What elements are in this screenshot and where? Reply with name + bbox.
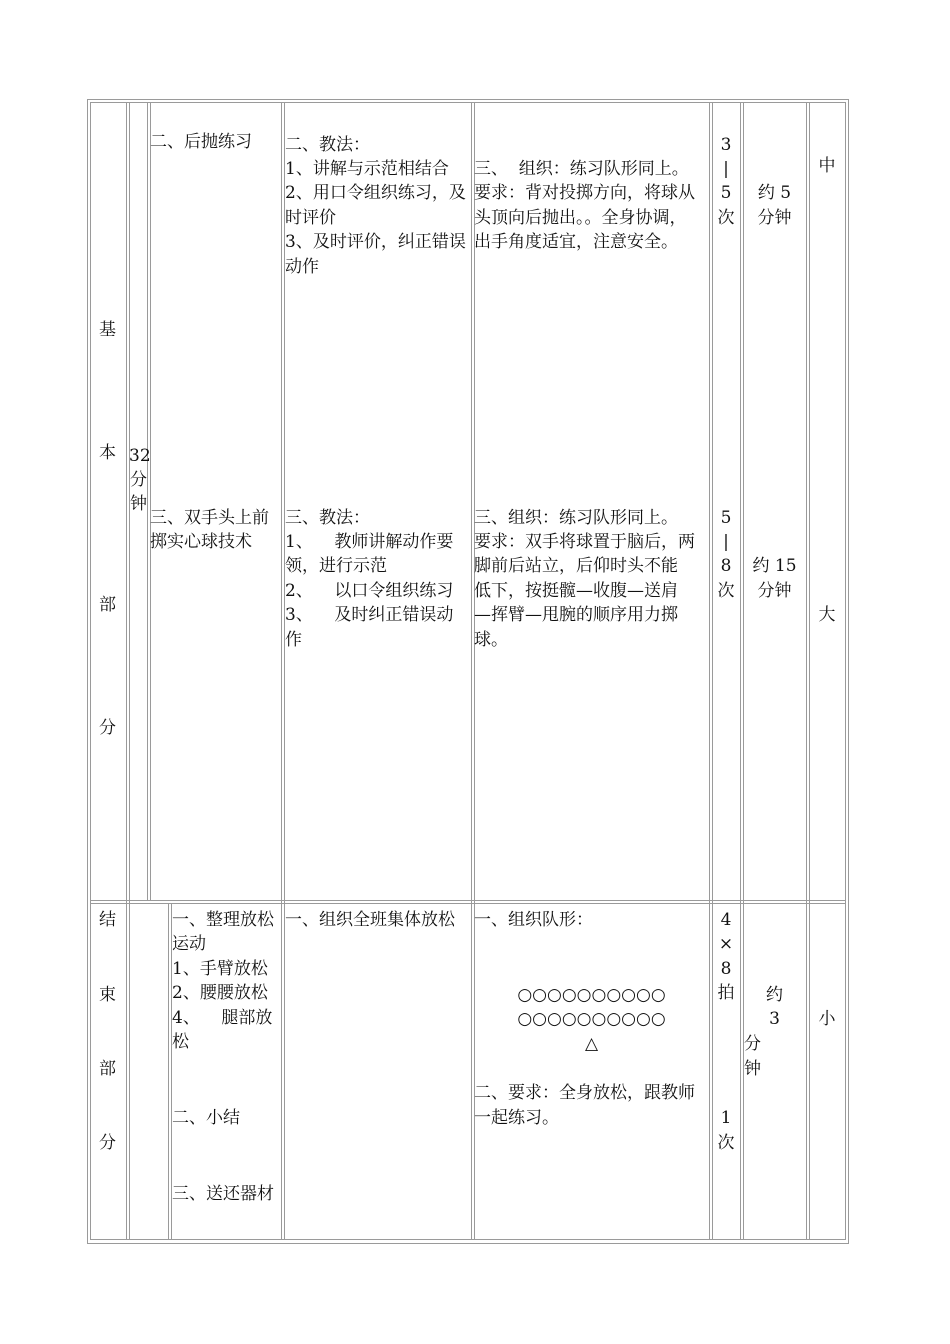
organization-title: 一、组织队形： bbox=[474, 910, 593, 930]
table-border-bottom bbox=[90, 1239, 846, 1240]
requirement-line: 一起练习。 bbox=[474, 1108, 559, 1128]
requirement-line: 二、要求：全身放松，跟教师 bbox=[474, 1083, 695, 1103]
col-line bbox=[740, 102, 741, 1240]
reps-line: 3 bbox=[720, 135, 732, 155]
reps-line: 5 bbox=[720, 508, 732, 528]
content-line: 运动 bbox=[172, 934, 206, 954]
reps-line: × bbox=[718, 934, 734, 954]
return-equipment-line: 三、送还器材 bbox=[172, 1184, 274, 1204]
formation-row: ○○○○○○○○○○ bbox=[517, 985, 666, 1005]
section-char: 部 bbox=[99, 1059, 116, 1079]
content-cell: 掷实心球技术 bbox=[150, 532, 252, 552]
section-separator-2 bbox=[90, 903, 846, 904]
reps-line: 次 bbox=[717, 581, 735, 601]
intensity-cell: 中 bbox=[818, 156, 836, 176]
time-line: 约 15 bbox=[752, 556, 797, 576]
table-border-left-inner bbox=[90, 102, 91, 1240]
col-line bbox=[474, 102, 475, 1240]
content-line: 2、腰腰放松 bbox=[172, 983, 268, 1003]
time-line: 钟 bbox=[744, 1059, 761, 1079]
reps-line: 5 bbox=[720, 183, 732, 203]
organization-line: —挥臂—甩腕的顺序用力掷 bbox=[474, 605, 678, 625]
teaching-line: 2、 以口令组织练习 bbox=[285, 581, 454, 601]
closing-intensity-cell: 小 bbox=[818, 1009, 836, 1029]
closing-teaching-cell: 一、组织全班集体放松 bbox=[285, 910, 455, 930]
section-char: 基 bbox=[99, 320, 116, 340]
time-line: 分 bbox=[744, 1034, 761, 1054]
time-line: 3 bbox=[769, 1009, 780, 1029]
teaching-line: 动作 bbox=[285, 257, 319, 277]
duration-line: 分 bbox=[130, 470, 147, 490]
formation-row: ○○○○○○○○○○ bbox=[517, 1009, 666, 1029]
teacher-marker: △ bbox=[584, 1034, 599, 1054]
teaching-line: 3、 及时纠正错误动 bbox=[285, 605, 454, 625]
summary-line: 二、小结 bbox=[172, 1108, 240, 1128]
teaching-line: 二、教法： bbox=[285, 135, 370, 155]
reps-line: 拍 bbox=[717, 983, 735, 1003]
duration-line: 32 bbox=[129, 446, 151, 466]
content-cell: 二、后抛练习 bbox=[150, 132, 252, 152]
col-line bbox=[471, 102, 472, 1240]
content-line: 4、 腿部放 bbox=[172, 1008, 273, 1028]
reps-line: | bbox=[723, 532, 729, 552]
content-line: 松 bbox=[172, 1032, 189, 1052]
section-separator bbox=[90, 900, 846, 901]
col-line bbox=[709, 102, 710, 1240]
organization-line: 低下，按挺髋—收腹—送肩 bbox=[474, 581, 678, 601]
col-line bbox=[126, 102, 127, 1240]
time-line: 约 bbox=[766, 985, 783, 1005]
organization-line: 三、 组织：练习队形同上。 bbox=[474, 159, 689, 179]
section-char: 本 bbox=[99, 443, 116, 463]
intensity-cell: 大 bbox=[818, 605, 836, 625]
table-border-right bbox=[848, 99, 849, 1244]
col-line bbox=[147, 102, 148, 900]
teaching-line: 1、 教师讲解动作要 bbox=[285, 532, 454, 552]
reps-line: | bbox=[723, 159, 729, 179]
teaching-line: 领，进行示范 bbox=[285, 556, 387, 576]
organization-line: 球。 bbox=[474, 630, 508, 650]
section-char: 束 bbox=[99, 985, 116, 1005]
duration-line: 钟 bbox=[130, 494, 147, 514]
reps-line: 8 bbox=[720, 959, 732, 979]
reps-line: 8 bbox=[720, 556, 732, 576]
teaching-line: 3、及时评价，纠正错误 bbox=[285, 232, 466, 252]
col-line bbox=[809, 102, 810, 1240]
table-border-right-inner bbox=[845, 102, 846, 1240]
col-line bbox=[281, 102, 282, 1240]
time-line: 约 5 bbox=[757, 183, 792, 203]
reps-line: 1 bbox=[720, 1108, 732, 1128]
col-line bbox=[129, 102, 130, 1240]
organization-line: 脚前后站立，后仰时头不能 bbox=[474, 556, 678, 576]
organization-line: 要求：背对投掷方向，将球从 bbox=[474, 183, 695, 203]
time-line: 分钟 bbox=[757, 208, 792, 228]
content-line: 1、手臂放松 bbox=[172, 959, 268, 979]
table-border-top bbox=[87, 99, 849, 100]
content-line: 一、整理放松 bbox=[172, 910, 274, 930]
reps-line: 4 bbox=[720, 910, 732, 930]
content-cell: 三、双手头上前 bbox=[150, 508, 269, 528]
section-char: 结 bbox=[99, 910, 116, 930]
teaching-line: 作 bbox=[285, 630, 302, 650]
teaching-line: 1、讲解与示范相结合 bbox=[285, 159, 449, 179]
teaching-line: 2、用口令组织练习，及 bbox=[285, 183, 466, 203]
reps-line: 次 bbox=[717, 208, 735, 228]
section-char: 分 bbox=[99, 1133, 116, 1153]
table-border-top-inner bbox=[90, 102, 846, 103]
col-line bbox=[150, 102, 151, 900]
time-line: 分钟 bbox=[757, 581, 792, 601]
organization-line: 要求：双手将球置于脑后，两 bbox=[474, 532, 695, 552]
organization-line: 头顶向后抛出。。全身协调， bbox=[474, 208, 687, 228]
section-char: 部 bbox=[99, 595, 116, 615]
col-line bbox=[712, 102, 713, 1240]
teaching-line: 三、教法： bbox=[285, 508, 370, 528]
table-border-bottom-outer bbox=[87, 1243, 849, 1244]
col-line bbox=[806, 102, 807, 1240]
teaching-line: 时评价 bbox=[285, 208, 336, 228]
organization-line: 出手角度适宜，注意安全。 bbox=[474, 232, 678, 252]
col-line bbox=[168, 903, 169, 1240]
organization-line: 三、组织：练习队形同上。 bbox=[474, 508, 678, 528]
section-char: 分 bbox=[99, 718, 116, 738]
reps-line: 次 bbox=[717, 1133, 735, 1153]
table-border-left bbox=[87, 99, 88, 1244]
